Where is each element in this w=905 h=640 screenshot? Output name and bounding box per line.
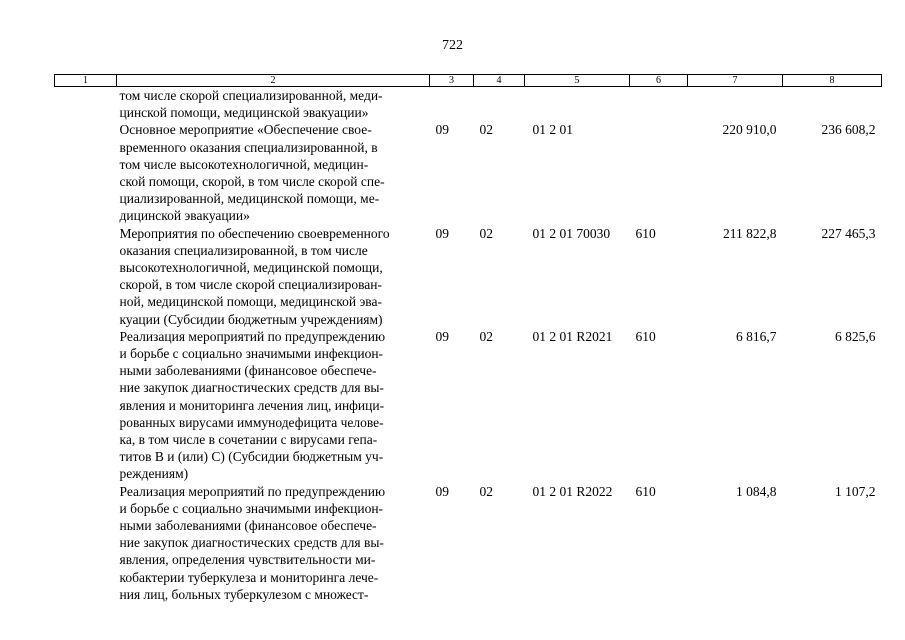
amount-year-2: 236 608,2 <box>821 122 876 138</box>
description-line: Основное мероприятие «Обеспечение свое- <box>119 122 372 138</box>
row-description <box>117 225 430 328</box>
description-line: цинской помощи, медицинской эвакуации» <box>119 105 369 121</box>
description-line: ской помощи, скорой, в том числе скорой спе- <box>119 174 385 190</box>
amount-year-1: 1 084,8 <box>736 483 777 499</box>
col-header-5: 5 <box>525 75 630 87</box>
description-line: ными заболеваниями (финансовое обеспече- <box>119 518 377 534</box>
amount-year-1: 6 816,7 <box>736 328 777 344</box>
description-line: ния лиц, больных туберкулезом с множест- <box>119 586 369 602</box>
description-line: Реализация мероприятий по предупреждению <box>119 483 386 499</box>
description-line: ной, медицинской помощи, медицинской эва- <box>119 294 382 310</box>
target-article-code: 01 2 01 R2022 <box>532 483 613 499</box>
description-line: оказания специализированной, в том числе <box>119 242 368 258</box>
subsection-code: 02 <box>479 328 493 344</box>
cell-empty <box>55 225 117 328</box>
table-row <box>55 225 882 328</box>
subsection-code: 02 <box>479 483 493 499</box>
expense-type-code <box>630 87 688 122</box>
section-code <box>430 87 474 122</box>
target-article-code: 01 2 01 <box>532 122 573 138</box>
description-line: Мероприятия по обеспечению своевременного <box>119 225 390 241</box>
description-line: ние закупок диагностических средств для вы- <box>119 380 384 396</box>
expense-type-code: 610 <box>635 225 656 241</box>
description-line: рованных вирусами иммунодефицита челове- <box>119 414 384 430</box>
description-line: высокотехнологичной, медицинской помощи, <box>119 260 383 276</box>
cell-empty <box>55 121 117 224</box>
col-header-7: 7 <box>688 75 783 87</box>
target-article-code: 01 2 01 70030 <box>532 225 611 241</box>
expense-type-code <box>630 121 688 224</box>
amount-year-1: 220 910,0 <box>722 122 777 138</box>
page-number: 722 <box>442 38 463 53</box>
description-line: циализированной, медицинской помощи, ме- <box>119 191 380 207</box>
description-line: кобактерии туберкулеза и мониторинга лече- <box>119 569 379 585</box>
target-article-code: 01 2 01 R2021 <box>532 328 613 344</box>
row-description <box>117 483 430 603</box>
section-code: 09 <box>435 122 449 138</box>
cell-empty <box>55 328 117 483</box>
description-line: том числе скорой специализированной, меди- <box>119 88 383 103</box>
cell-empty <box>55 87 117 122</box>
column-number-row <box>55 75 882 87</box>
col-header-1: 1 <box>55 75 117 87</box>
col-header-4: 4 <box>474 75 525 87</box>
section-code: 09 <box>435 225 449 241</box>
description-line: скорой, в том числе скорой специализирован- <box>119 277 382 293</box>
description-line: и борьбе с социально значимыми инфекцион- <box>119 346 384 362</box>
subsection-code: 02 <box>479 225 493 241</box>
description-line: Реализация мероприятий по предупреждению <box>119 328 386 344</box>
col-header-8: 8 <box>783 75 882 87</box>
cell-empty <box>55 483 117 603</box>
description-line: ние закупок диагностических средств для вы- <box>119 535 384 551</box>
amount-year-2 <box>783 87 882 122</box>
description-line: и борьбе с социально значимыми инфекцион- <box>119 500 384 516</box>
table-row <box>55 87 882 122</box>
amount-year-2: 227 465,3 <box>821 225 876 241</box>
row-description <box>117 87 430 122</box>
row-description <box>117 121 430 224</box>
amount-year-2: 1 107,2 <box>835 483 876 499</box>
description-line: временного оказания специализированной, в <box>119 139 378 155</box>
description-line: куации (Субсидии бюджетным учреждениям) <box>119 311 383 327</box>
section-code: 09 <box>435 483 449 499</box>
col-header-3: 3 <box>430 75 474 87</box>
description-line: ными заболеваниями (финансовое обеспече- <box>119 363 377 379</box>
section-code: 09 <box>435 328 449 344</box>
description-line: том числе высокотехнологичной, медицин- <box>119 156 369 172</box>
target-article-code <box>525 87 630 122</box>
col-header-6: 6 <box>630 75 688 87</box>
amount-year-1 <box>688 87 783 122</box>
description-line: реждениям) <box>119 466 189 482</box>
row-description <box>117 328 430 483</box>
subsection-code: 02 <box>479 122 493 138</box>
table-row <box>55 328 882 483</box>
amount-year-2: 6 825,6 <box>835 328 876 344</box>
subsection-code <box>474 87 525 122</box>
table-row <box>55 483 882 603</box>
table-row <box>55 121 882 224</box>
expense-type-code: 610 <box>635 483 656 499</box>
description-line: дицинской эвакуации» <box>119 208 250 224</box>
description-line: титов В и (или) С) (Субсидии бюджетным уч- <box>119 449 384 465</box>
description-line: явления и мониторинга лечения лиц, инфици- <box>119 397 385 413</box>
budget-table <box>54 74 882 603</box>
amount-year-1: 211 822,8 <box>723 225 777 241</box>
col-header-2: 2 <box>117 75 430 87</box>
description-line: ка, в том числе в сочетании с вирусами гепа- <box>119 432 378 448</box>
description-line: явления, определения чувствительности ми- <box>119 552 376 568</box>
expense-type-code: 610 <box>635 328 656 344</box>
